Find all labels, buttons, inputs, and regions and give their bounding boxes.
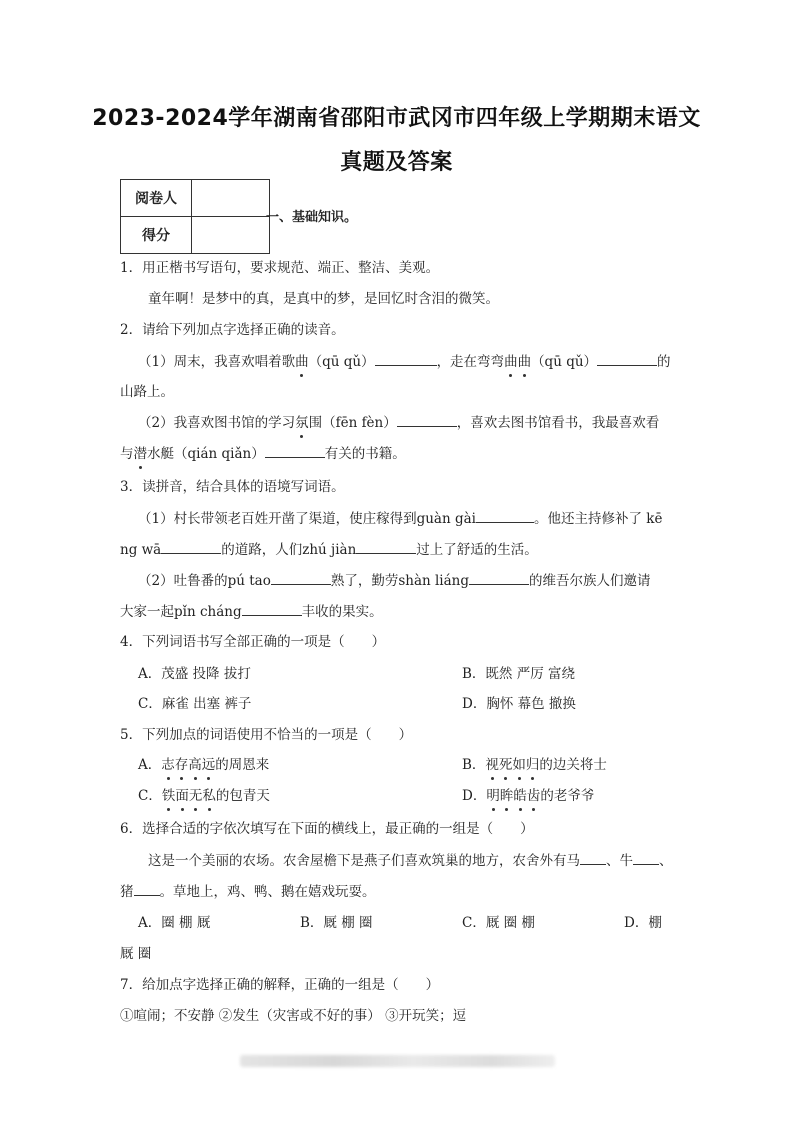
q5-option-a-letter: A． [138,757,162,773]
q5-option-b-letter: B． [462,757,486,773]
q3-item1-cont [120,539,538,560]
q2-item1-text-c: ，走在弯弯 [436,354,505,370]
answer-blank[interactable] [134,883,160,896]
q3-item1 [138,508,662,529]
q5-option-b-tail: 的边关将士 [539,757,607,773]
dotted-char: 齿 [526,788,541,804]
dotted-char: 视 [485,757,499,773]
q5-option-b[interactable] [462,755,607,775]
q5-option-c-letter: C． [138,788,162,804]
q5-dotted-word [485,757,539,773]
q6-option-a[interactable]: A．圈 棚 厩 [138,915,211,931]
answer-blank[interactable] [356,539,416,554]
answer-blank[interactable] [271,570,331,585]
q5-option-c[interactable] [138,786,270,806]
q4-option-c[interactable]: C．麻雀 出塞 裤子 [138,696,252,712]
q3-item2-cont [120,601,383,622]
q2-item1-text-b: （qū qǔ） [308,354,375,370]
q2-item2-cont [120,443,406,464]
q6-text-c: 、 [659,853,673,869]
q5-option-a[interactable] [138,755,269,775]
reviewer-cell [192,180,270,217]
q5-option-d-letter: D． [462,788,487,804]
q5-dotted-word [486,788,540,804]
q2-item2-text-f: 有关的书籍。 [324,446,406,462]
reviewer-label: 阅卷人 [121,180,192,217]
q5-prompt: 5．下列加点的词语使用不恰当的一项是（ ） [120,727,413,743]
q3-item2 [138,570,651,591]
dotted-char: 归 [525,757,540,773]
q1-prompt: 1．用正楷书写语句，要求规范、端正、整洁、美观。 [120,260,440,276]
q7-prompt: 7．给加点字选择正确的解释，正确的一组是（ ） [120,977,440,993]
q3-item1-text-d: 的道路，人们zhú jiàn [221,542,357,558]
q6-text-b: 、牛 [606,853,633,869]
answer-blank[interactable] [265,443,325,458]
q2-item2 [138,412,659,433]
q2-prompt: 2．请给下列加点字选择正确的读音。 [120,322,345,338]
answer-blank[interactable] [580,852,606,865]
q2-item1-text-d: （qū qǔ） [531,354,598,370]
q2-item1-text-e: 的 [657,354,671,370]
dotted-char: 皓 [513,788,527,804]
q5-option-d-tail: 的老爷爷 [540,788,595,804]
section-heading: 一、基础知识。 [266,210,358,225]
q2-dotted-char: 潜 [133,446,147,462]
score-table [120,179,270,254]
q2-dotted-char: 曲 [517,354,532,370]
q6-prompt: 6．选择合适的字依次填写在下面的横线上，最正确的一组是（ ） [120,821,534,837]
dotted-char: 铁 [161,788,176,804]
q4-option-a[interactable]: A．茂盛 投降 拔打 [138,666,251,682]
dotted-char: 志 [161,757,175,773]
q2-item2-text-a: （2）我喜欢图书馆的学习 [138,415,296,431]
q3-item1-text-a: （1）村长带领老百姓开凿了渠道，使庄稼得到guàn gài [138,511,476,527]
q6-option-c[interactable]: C．厩 圈 棚 [462,915,535,931]
answer-blank[interactable] [469,570,529,585]
dotted-char: 如 [512,757,526,773]
exam-title-line1: 2023-2024学年湖南省邵阳市武冈市四年级上学期期末语文 [92,106,701,131]
q4-option-b[interactable]: B．既然 严厉 富绕 [462,666,576,682]
q5-option-a-tail: 的周恩来 [215,757,270,773]
q4-prompt: 4．下列词语书写全部正确的一项是（ ） [120,634,386,650]
q6-text-e: 。草地上，鸡、鸭、鹅在嬉戏玩耍。 [159,884,376,900]
q5-dotted-word [161,757,215,773]
q3-item2-text-d: 大家一起pǐn cháng [120,604,242,620]
exam-title-line2: 真题及答案 [340,150,453,175]
q2-item2-text-b: 围（fēn fèn） [308,415,397,431]
q2-item2-text-d: 与 [120,446,134,462]
q4-option-d[interactable]: D．胸怀 幕色 撤换 [462,696,576,712]
q3-item1-text-b: 。他还主持修补了 kē [533,511,663,527]
q2-dotted-char: 曲 [295,354,309,370]
q2-dotted-char: 氛 [295,415,309,431]
q6-option-d[interactable]: D．棚 [624,915,662,931]
q2-item2-text-e: 水艇（qián qiǎn） [147,446,265,462]
q3-item1-text-c: ng wā [120,542,162,558]
q3-item2-text-a: （2）吐鲁番的pú tao [138,573,271,589]
q2-item1-text-a: （1）周末，我喜欢唱着歌 [138,354,296,370]
q6-option-b[interactable]: B．厩 棚 圈 [300,915,373,931]
q1-sentence: 童年啊！是梦中的真，是真中的梦，是回忆时含泪的微笑。 [148,291,499,307]
answer-blank[interactable] [242,601,302,616]
q6-text-a: 这是一个美丽的农场。农舍屋檐下是燕子们喜欢筑巢的地方，农舍外有马 [148,853,580,869]
answer-blank[interactable] [375,351,437,366]
q3-item2-text-b: 熟了，勤劳shàn liáng [330,573,470,589]
q3-item2-text-c: 的维吾尔族人们邀请 [529,573,651,589]
dotted-char: 死 [498,757,513,773]
score-cell [192,217,270,254]
score-label: 得分 [121,217,192,254]
blurred-watermark [240,1055,555,1067]
answer-blank[interactable] [633,852,659,865]
q7-definitions: ①喧闹；不安静 ②发生（灾害或不好的事） ③开玩笑；逗 [120,1008,467,1024]
q5-option-c-tail: 的包青天 [215,788,270,804]
dotted-char: 眸 [499,788,514,804]
q3-item2-text-e: 丰收的果实。 [301,604,383,620]
answer-blank[interactable] [397,412,457,427]
q3-prompt: 3．读拼音，结合具体的语境写词语。 [120,479,345,495]
q2-dotted-char: 曲 [504,354,518,370]
dotted-char: 明 [486,788,500,804]
q6-passage-line1 [148,851,673,871]
q6-option-d-cont: 厩 圈 [120,946,152,962]
q3-item1-text-e: 过上了舒适的生活。 [416,542,538,558]
answer-blank[interactable] [597,351,657,366]
dotted-char: 面 [175,788,189,804]
q5-dotted-word [162,788,216,804]
q6-text-d: 猪 [120,884,134,900]
dotted-char: 无 [188,788,203,804]
dotted-char: 远 [201,757,216,773]
q6-passage-line2 [120,882,376,902]
dotted-char: 私 [202,788,216,804]
answer-blank[interactable] [161,539,221,554]
q2-item1 [138,351,671,372]
dotted-char: 存 [174,757,189,773]
q2-item2-text-c: ，喜欢去图书馆看书，我最喜欢看 [456,415,660,431]
answer-blank[interactable] [476,508,534,523]
q5-option-d[interactable] [462,786,594,806]
q2-item1-cont: 山路上。 [120,384,174,400]
dotted-char: 高 [188,757,202,773]
